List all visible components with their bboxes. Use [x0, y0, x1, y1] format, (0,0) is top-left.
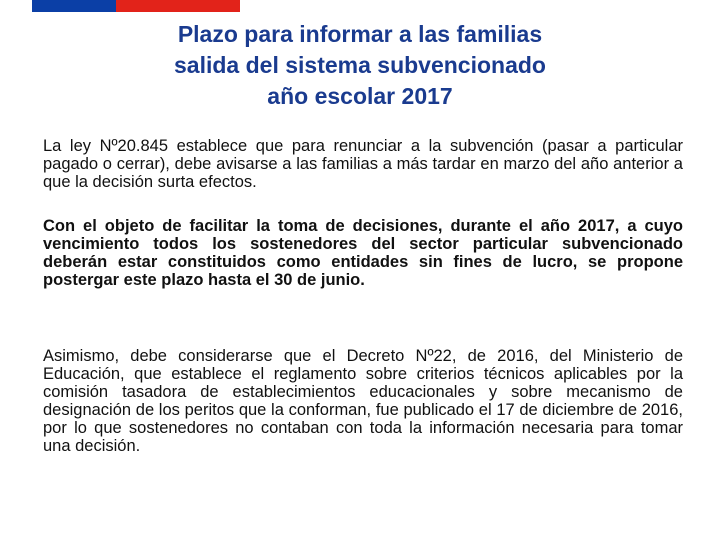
paragraph-postergar-plazo: Con el objeto de facilitar la toma de decisiones, durante el año 2017, a cuyo vencimiento todos los sostenedores del sector particular subvencionado deberán estar constituidos como entidades sin fines de lucro, se propone postergar este plazo hasta el 30 de junio.	[43, 217, 683, 289]
title-line-2: salida del sistema subvencionado	[174, 52, 546, 78]
title-line-1: Plazo para informar a las familias	[177, 21, 543, 47]
title-line-3: año escolar 2017	[267, 83, 453, 109]
paragraph-decreto-22: Asimismo, debe considerarse que el Decreto Nº22, de 2016, del Ministerio de Educación, que establece el reglamento sobre criterios técnicos aplicables por la comisión tasadora de establecimientos educacionales y sobre mecanismo de designación de los peritos que la conforman, fue publicado el 17 de diciembre de 2016, por lo que sostenedores no contaban con toda la información necesaria para tomar una decisión.	[43, 347, 683, 455]
slide-title	[0, 19, 720, 112]
paragraph-ley-20845: La ley Nº20.845 establece que para renunciar a la subvención (pasar a particular pagado o cerrar), debe avisarse a las familias a más tardar en marzo del año anterior a que la decisión surta efectos.	[43, 137, 683, 191]
flag-blue-segment	[32, 0, 116, 12]
flag-red-segment	[116, 0, 240, 12]
flag-bar	[32, 0, 240, 12]
